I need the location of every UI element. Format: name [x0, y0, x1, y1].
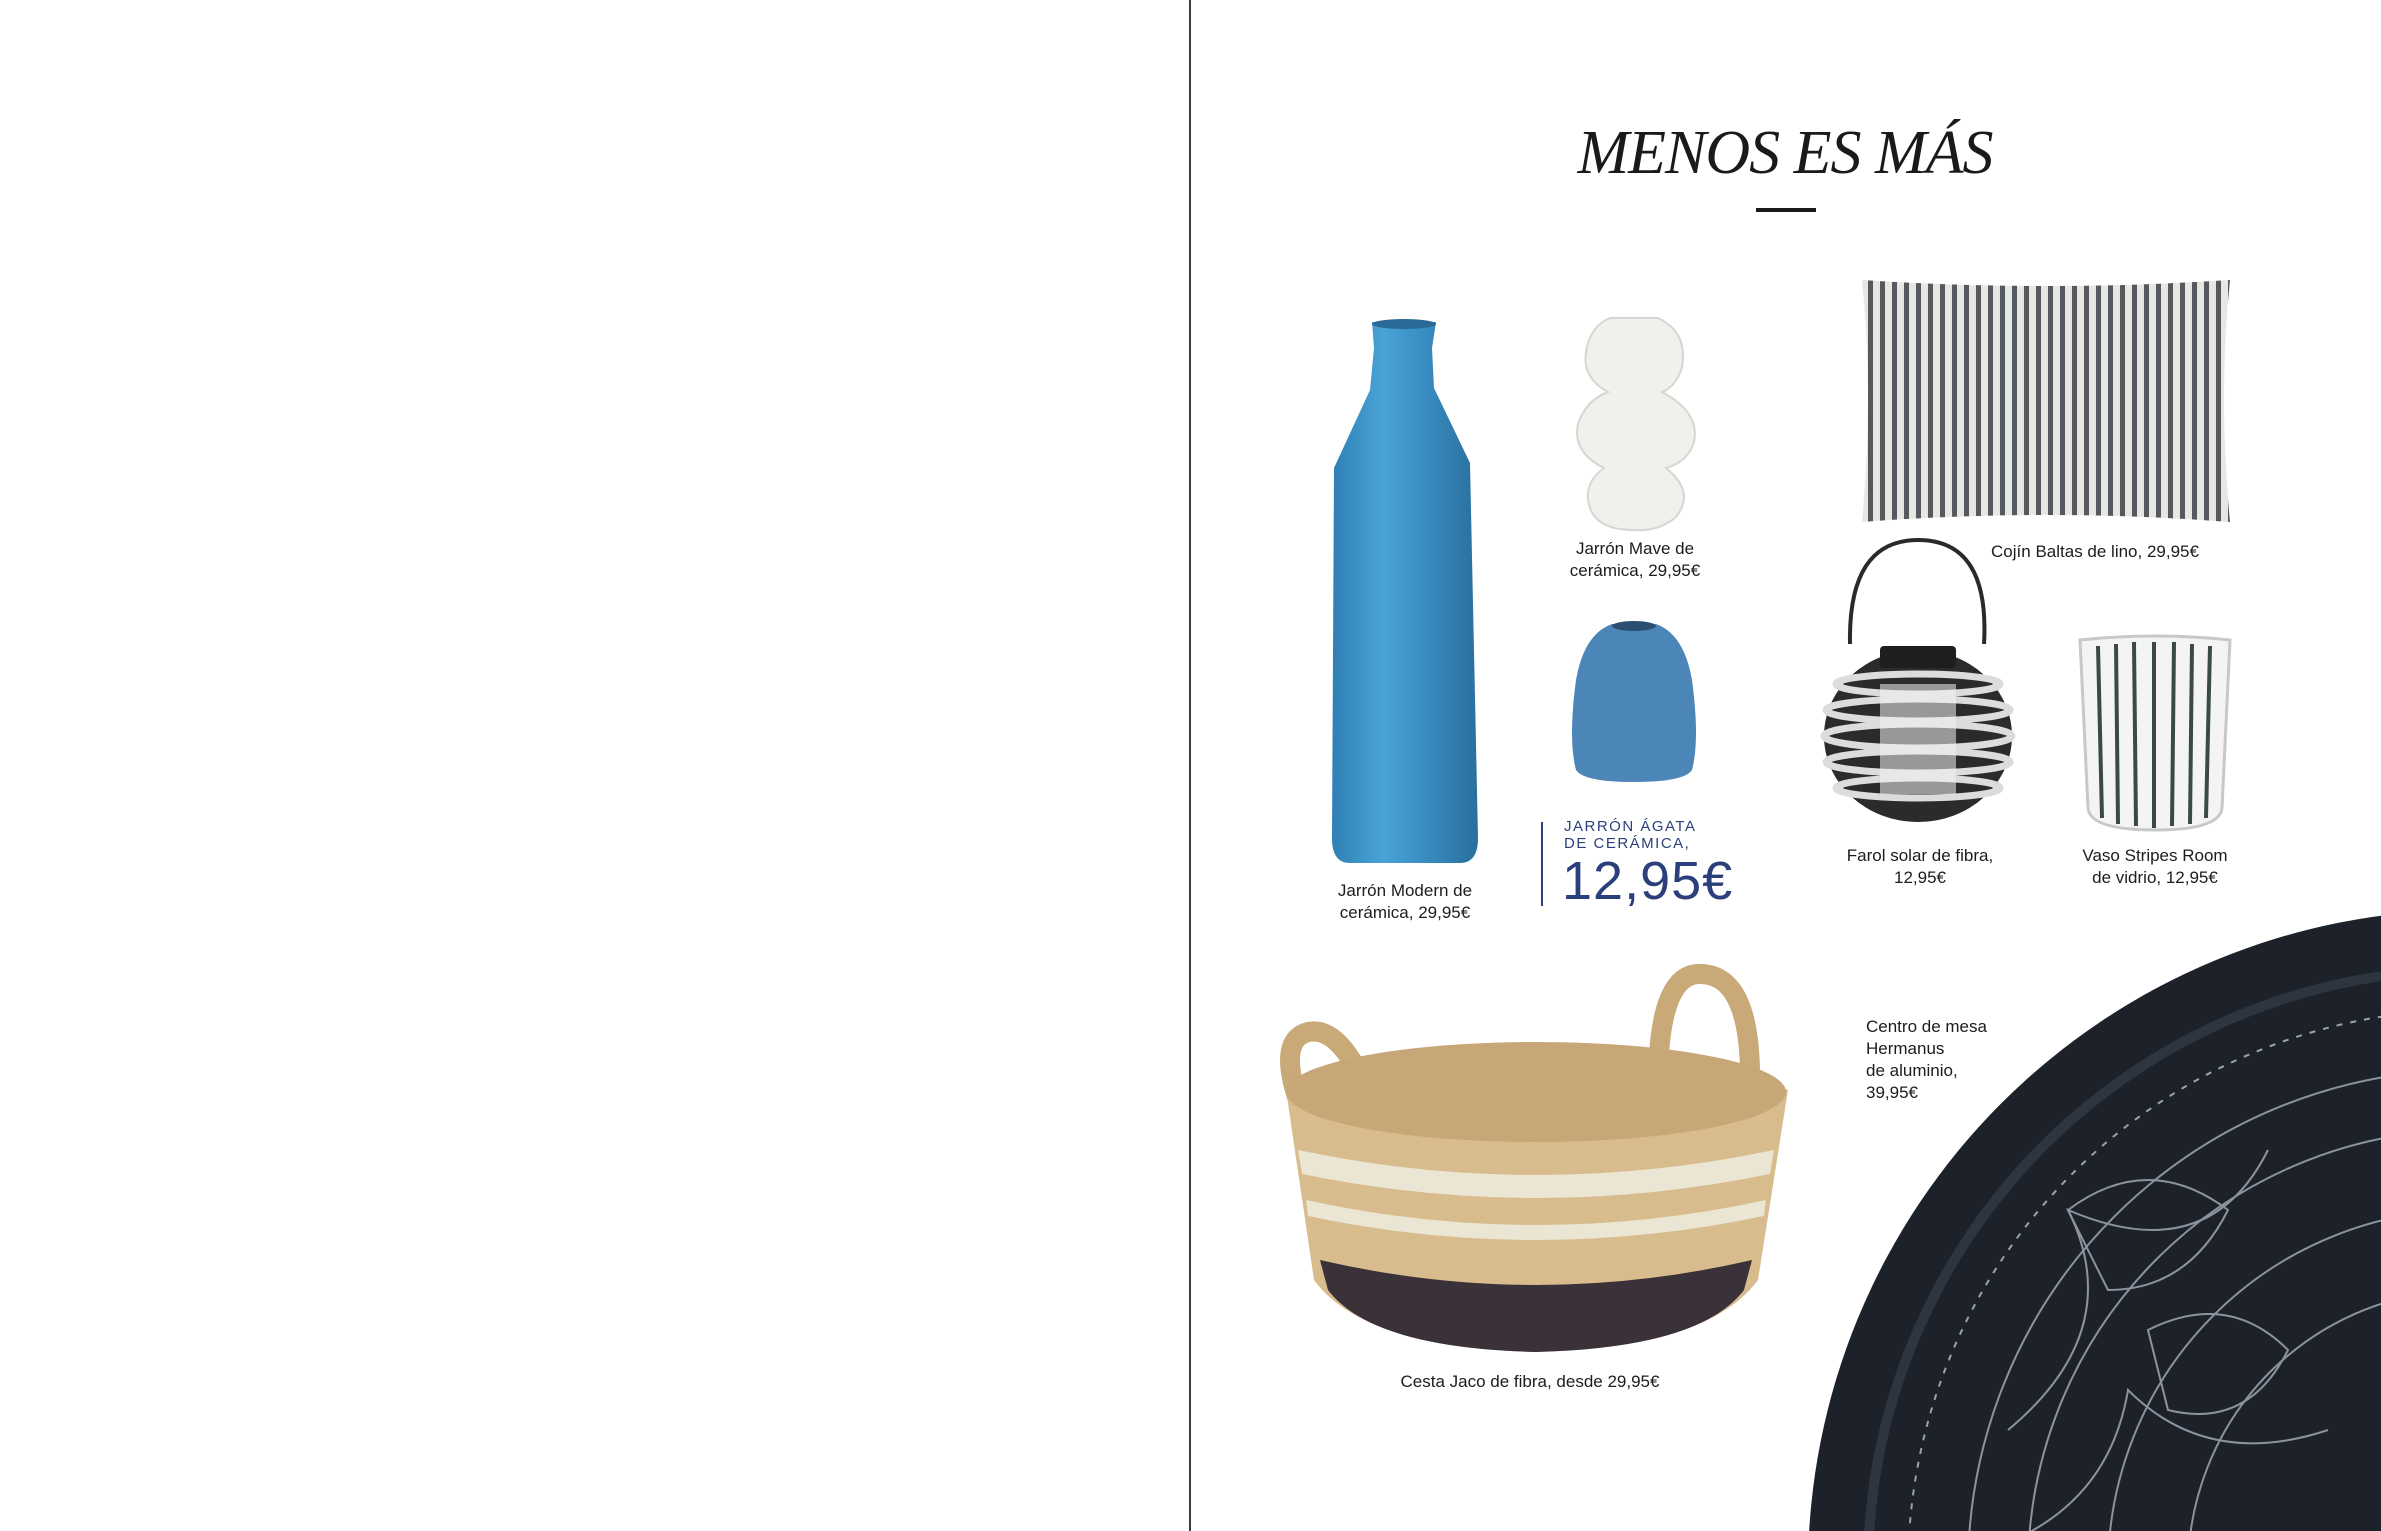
jarron-mave-detail: cerámica, 29,95€: [1569, 561, 1701, 580]
jarron-modern-image: [1310, 318, 1500, 868]
jarron-mave-image: [1558, 312, 1713, 532]
centro-mesa-image: [1808, 910, 2381, 1531]
vaso-stripes-image: [2074, 632, 2236, 832]
jarron-modern-detail: cerámica, 29,95€: [1339, 903, 1471, 922]
vaso-stripes-name: Vaso Stripes Room: [2082, 846, 2228, 865]
centro-mesa-line3: de aluminio,: [1866, 1061, 1958, 1080]
centro-mesa-line4: 39,95€: [1866, 1083, 1918, 1102]
farol-solar-image: [1818, 534, 2018, 830]
jarron-agata-label-line1: JARRÓN ÁGATA: [1564, 818, 1697, 835]
jarron-agata-label: [1564, 818, 1696, 852]
centro-mesa-caption: [1866, 1016, 2066, 1104]
left-page-blank: [0, 0, 1190, 1531]
farol-solar-detail: 12,95€: [1894, 868, 1946, 887]
centro-mesa-line2: Hermanus: [1866, 1039, 1945, 1058]
jarron-agata-price: 12,95€: [1562, 851, 1734, 911]
farol-solar-name: Farol solar de fibra,: [1846, 846, 1994, 865]
jarron-agata-label-line2: DE CERÁMICA,: [1564, 835, 1691, 852]
promo-divider: [1541, 822, 1543, 906]
farol-solar-caption: [1810, 845, 2030, 889]
jarron-mave-caption: [1535, 538, 1735, 582]
vaso-stripes-detail: de vidrio, 12,95€: [2092, 868, 2218, 887]
jarron-modern-name: Jarrón Modern de: [1337, 881, 1473, 900]
cesta-jaco-caption: Cesta Jaco de fibra, desde 29,95€: [1400, 1372, 1660, 1391]
title-divider: [1756, 208, 1816, 212]
centro-mesa-line1: Centro de mesa: [1866, 1017, 1987, 1036]
jarron-mave-name: Jarrón Mave de: [1575, 539, 1695, 558]
vaso-stripes-caption: [2045, 845, 2265, 889]
cesta-jaco-image: [1268, 960, 1804, 1356]
jarron-agata-image: [1564, 620, 1704, 782]
jarron-modern-caption: [1300, 880, 1510, 924]
cojin-baltas-image: [1856, 276, 2236, 526]
page-title: MENOS ES MÁS: [1577, 119, 1993, 187]
cojin-baltas-caption: Cojín Baltas de lino, 29,95€: [1991, 542, 2199, 561]
